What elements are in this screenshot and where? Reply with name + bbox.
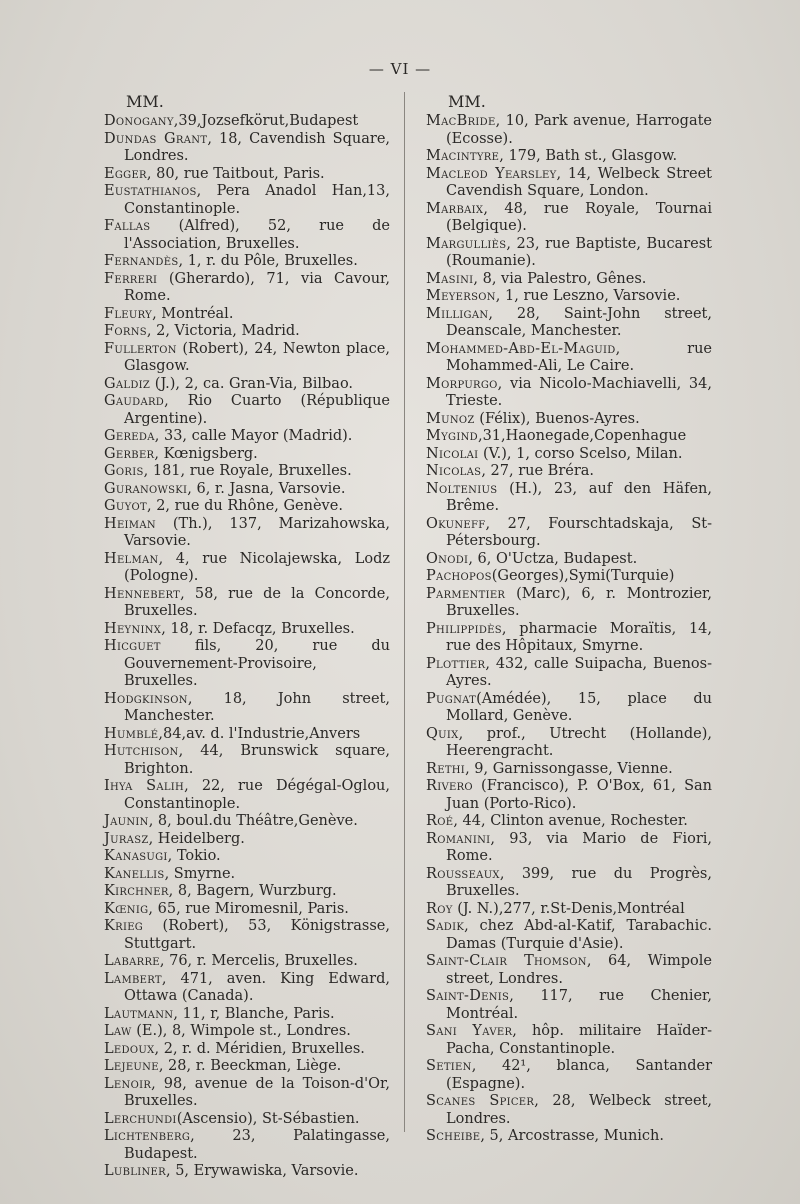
member-address: , 18, r. Defacqz, Bruxelles. [161, 620, 355, 637]
member-address: (J.), 2, ca. Gran-Via, Bilbao. [150, 375, 354, 392]
member-name: Ferreri [104, 270, 158, 287]
member-address: , 23, rue Baptiste, Bucarest (Roumanie). [446, 235, 712, 269]
member-entry [104, 551, 390, 586]
member-address: (Gherardo), 71, via Cavour, Rome. [124, 270, 390, 304]
member-address: (Robert), 24, Newton place, Glasgow. [124, 340, 390, 374]
member-name: Gereda [104, 428, 155, 444]
member-address: , Rio Cuarto (République Argentine). [124, 393, 390, 427]
member-address: , 1, rue Leszno, Varsovie. [495, 288, 681, 304]
member-entry [104, 1111, 390, 1129]
member-name: Setien [426, 1058, 472, 1074]
column-divider [404, 92, 405, 1132]
member-name: Noltenius [426, 480, 498, 497]
member-name: Egger [104, 165, 147, 182]
member-name: Hicguet [104, 638, 161, 654]
member-address: (E.), 8, Wimpole st., Londres. [131, 1023, 351, 1039]
member-name: Gaudard [104, 393, 165, 409]
member-name: Lubliner [104, 1163, 166, 1179]
member-name: MacBride [426, 113, 496, 129]
member-address: , 28, Welbeck street, Londres. [446, 1093, 712, 1127]
member-name: Macintyre [426, 148, 500, 164]
member-entry [104, 831, 390, 849]
member-entry [104, 341, 390, 376]
member-name: Hutchison [104, 743, 179, 759]
member-name: Donogany [104, 113, 174, 129]
member-address: , 8, boul.du Théâtre,Genève. [148, 813, 358, 829]
member-name: Munoz [426, 410, 475, 427]
member-name: Masini [426, 270, 474, 287]
member-entry [104, 131, 390, 166]
member-entry [104, 428, 390, 446]
member-entry [104, 1023, 390, 1041]
member-entry [426, 271, 712, 289]
member-name: Lejeune [104, 1058, 159, 1074]
member-entry [426, 866, 712, 901]
member-address: , 22, rue Dégégal-Oglou, Constantinople. [124, 778, 390, 812]
member-name: Lenoir [104, 1075, 152, 1092]
member-name: Rethi [426, 760, 466, 777]
member-name: Kœnig [104, 900, 149, 917]
member-address: (V.), 1, corso Scelso, Milan. [478, 445, 683, 462]
member-address: , via Nicolo-Machiavelli, 34, Trieste. [446, 375, 712, 409]
member-entry [426, 428, 712, 446]
member-entry [104, 866, 390, 884]
member-entry [426, 148, 712, 166]
member-name: Goris [104, 463, 144, 479]
member-entry [426, 568, 712, 586]
member-address: , Tokio. [167, 848, 221, 864]
member-entry [104, 1128, 390, 1163]
member-address: , 2, Victoria, Madrid. [146, 323, 300, 339]
member-name: Ihya Salih [104, 778, 185, 794]
member-name: Saint-Denis [426, 988, 510, 1004]
member-entry [104, 813, 390, 831]
member-address: , 8, via Palestro, Gênes. [473, 270, 647, 287]
member-name: Pachopos [426, 568, 492, 584]
member-address: (Amédée), 15, place du Mollard, Genève. [446, 690, 712, 724]
member-entry [426, 463, 712, 481]
member-name: Okuneff [426, 515, 486, 532]
member-address: ,31,Haonegade,Copenhague [477, 428, 687, 444]
member-entry [104, 306, 390, 324]
member-address: , 27, rue Bréra. [481, 463, 595, 479]
member-name: Marbaix [426, 200, 484, 217]
member-entry [104, 848, 390, 866]
member-name: Nicolai [426, 445, 479, 462]
member-name: Parmentier [426, 585, 506, 602]
member-address: , 8, Bagern, Wurzburg. [168, 883, 337, 899]
member-entry [104, 376, 390, 394]
member-address: , 27, Fourschtadskaja, St-Pétersbourg. [446, 515, 712, 549]
member-name: Helman [104, 550, 159, 567]
member-name: Forns [104, 323, 147, 339]
member-name: Plottier [426, 655, 486, 672]
member-entry [104, 1163, 390, 1181]
member-address: , 33, calle Mayor (Madrid). [154, 428, 353, 444]
member-name: Mohammed-Abd-El-Maguid [426, 340, 616, 357]
member-entry [104, 1076, 390, 1111]
member-address: (Alfred), 52, rue de l'Association, Bruxelles. [124, 218, 390, 252]
member-name: Mygind [426, 428, 478, 444]
member-entry [426, 1128, 712, 1146]
member-address: ,84,av. d. l'Industrie,Anvers [158, 725, 361, 742]
member-entry [104, 481, 390, 499]
member-address: , 5, Arcostrasse, Munich. [480, 1128, 664, 1144]
member-name: Heiman [104, 515, 156, 532]
member-name: Kirchner [104, 883, 169, 899]
member-name: Morpurgo [426, 375, 498, 392]
member-name: Pugnat [426, 690, 477, 707]
member-name: Scheibe [426, 1128, 481, 1144]
member-entry [104, 253, 390, 271]
member-address: (Marc), 6, r. Montrozier, Bruxelles. [446, 585, 712, 619]
member-name: Jurasz [104, 830, 149, 847]
member-name: Galdiz [104, 375, 151, 392]
member-entry [104, 446, 390, 464]
member-address: , pharmacie Moraïtis, 14, rue des Hôpitaux, Smyrne. [446, 620, 712, 654]
member-entry [426, 761, 712, 779]
member-entry [104, 1006, 390, 1024]
member-name: Ledoux [104, 1040, 155, 1057]
member-address: , 399, rue du Progrès, Bruxelles. [446, 865, 712, 899]
member-address: , 2, rue du Rhône, Genève. [146, 498, 343, 514]
member-entry [104, 918, 390, 953]
member-address: , 48, rue Royale, Tournai (Belgique). [446, 200, 712, 234]
member-entry [426, 1058, 712, 1093]
member-entry [426, 691, 712, 726]
member-address: , 6, r. Jasna, Varsovie. [187, 480, 346, 497]
member-entry [104, 218, 390, 253]
member-entry [104, 953, 390, 971]
member-entry [426, 516, 712, 551]
member-name: Humblé [104, 725, 159, 742]
member-name: Dundas Grant [104, 130, 208, 147]
member-entry [426, 411, 712, 429]
member-entry [104, 1041, 390, 1059]
member-name: Gerber [104, 445, 155, 462]
member-entry [426, 918, 712, 953]
member-address: , 28, r. Beeckman, Liège. [158, 1058, 342, 1074]
member-address: , 10, Park avenue, Harrogate (Ecosse). [446, 113, 712, 147]
member-address: , 14, Welbeck Street Cavendish Square, London. [446, 165, 712, 199]
member-entry [426, 586, 712, 621]
member-entry [104, 498, 390, 516]
member-name: Quix [426, 725, 459, 742]
member-name: Heyninx [104, 620, 162, 637]
member-name: Sani Yaver [426, 1023, 513, 1039]
member-name: Guranowski [104, 480, 188, 497]
member-entry [426, 201, 712, 236]
member-name: Lerchundi [104, 1110, 177, 1127]
member-entry [104, 901, 390, 919]
member-name: Rousseaux [426, 865, 500, 882]
member-name: Sadik [426, 918, 465, 934]
member-address: , 432, calle Suipacha, Buenos-Ayres. [446, 655, 712, 689]
member-name: Philippidès [426, 620, 502, 637]
member-entry [104, 166, 390, 184]
member-name: Onodi [426, 550, 469, 567]
member-entry [104, 323, 390, 341]
member-entry [104, 586, 390, 621]
member-entry [426, 481, 712, 516]
member-address: , 42¹, blanca, Santander (Espagne). [446, 1058, 712, 1092]
member-entry [104, 271, 390, 306]
member-address: , Pera Anadol Han,13, Constantinople. [124, 183, 390, 217]
member-entry [426, 446, 712, 464]
member-name: Kanasugi [104, 848, 168, 864]
member-entry [426, 813, 712, 831]
member-address: , 179, Bath st., Glasgow. [499, 148, 678, 164]
member-address: ,39,Jozsefkörut,Budapest [173, 113, 359, 129]
member-name: Milligan [426, 305, 489, 322]
member-address: , 58, rue de la Concorde, Bruxelles. [124, 585, 390, 619]
member-entry [426, 778, 712, 813]
member-entry [104, 778, 390, 813]
member-name: Margulliès [426, 235, 507, 252]
right-column [426, 92, 712, 1146]
member-address: , 64, Wimpole street, Londres. [446, 953, 712, 987]
member-address: , 28, Saint-John street, Deanscale, Manchester. [446, 305, 712, 339]
member-name: Jaunin [104, 813, 149, 829]
member-name: Kanellis [104, 865, 165, 882]
member-entry [104, 638, 390, 691]
member-name: Scanes Spicer [426, 1093, 535, 1109]
member-entry [104, 621, 390, 639]
member-entry [426, 656, 712, 691]
member-entry [426, 1093, 712, 1128]
page-number: — VI — [368, 60, 432, 78]
member-entry [104, 883, 390, 901]
member-address: , 4, rue Nicolajewska, Lodz (Pologne). [124, 550, 390, 584]
member-entry [104, 393, 390, 428]
member-address: , 23, Palatingasse, Budapest. [124, 1128, 390, 1162]
member-address: , 80, rue Taitbout, Paris. [146, 165, 325, 182]
member-name: Macleod Yearsley [426, 165, 557, 182]
member-entry [426, 113, 712, 148]
member-name: Krieg [104, 918, 144, 934]
member-address: , hôp. militaire Haïder-Pacha, Constantinople. [446, 1023, 712, 1057]
member-address: , 5, Erywawiska, Varsovie. [165, 1163, 359, 1179]
member-entry [426, 621, 712, 656]
member-address: , 181, rue Royale, Bruxelles. [143, 463, 352, 479]
member-address: , rue Mohammed-Ali, Le Caire. [446, 340, 712, 374]
member-address: , 2, r. d. Méridien, Bruxelles. [154, 1040, 365, 1057]
member-name: Lambert [104, 970, 162, 987]
member-entry [426, 901, 712, 919]
member-address: , prof., Utrecht (Hollande), Heerengracht. [446, 725, 712, 759]
member-name: Romanini [426, 830, 491, 847]
member-name: Fullerton [104, 340, 177, 357]
member-address: , 117, rue Chenier, Montréal. [446, 988, 712, 1022]
member-entry [426, 551, 712, 569]
member-address: , 65, rue Miromesnil, Paris. [148, 900, 349, 917]
member-entry [104, 743, 390, 778]
member-address: , 98, avenue de la Toison-d'Or, Bruxelles. [124, 1075, 390, 1109]
member-address: (Félix), Buenos-Ayres. [474, 410, 640, 427]
member-address: (Robert), 53, Königstrasse, Stuttgart. [124, 918, 390, 952]
member-address: , Montréal. [152, 305, 234, 322]
member-entry [426, 376, 712, 411]
member-name: Lichtenberg [104, 1128, 191, 1144]
member-name: Meyerson [426, 288, 496, 304]
member-name: Nicolas [426, 463, 482, 479]
member-address: , 44, Brunswick square, Brighton. [124, 743, 390, 777]
right-column-heading: MM. [448, 92, 486, 111]
left-column [104, 92, 390, 1181]
member-name: Roy [426, 900, 453, 917]
member-entry [104, 691, 390, 726]
member-entry [104, 113, 390, 131]
member-address: , 76, r. Mercelis, Bruxelles. [159, 953, 358, 969]
member-name: Fallas [104, 218, 151, 234]
member-address: , 18, Cavendish Square, Londres. [124, 130, 391, 164]
member-name: Law [104, 1023, 132, 1039]
member-name: Hodgkinson [104, 690, 188, 707]
member-entry [104, 463, 390, 481]
member-entry [426, 341, 712, 376]
member-address: , 18, John street, Manchester. [124, 690, 390, 724]
member-address: , Heidelberg. [148, 830, 245, 847]
member-address: fils, 20, rue du Gouvernement-Provisoire, Bruxelles. [124, 638, 390, 689]
member-entry [104, 1058, 390, 1076]
member-entry [104, 971, 390, 1006]
member-address: , 93, via Mario de Fiori, Rome. [446, 830, 712, 864]
member-entry [426, 236, 712, 271]
member-name: Rivero [426, 778, 473, 794]
member-entry [426, 953, 712, 988]
member-name: Hennebert [104, 585, 181, 602]
member-entry [426, 306, 712, 341]
left-column-heading: MM. [126, 92, 164, 111]
member-address: , chez Abd-al-Katif, Tarabachic. Damas (Turquie d'Asie). [446, 918, 712, 952]
right-member-list [426, 113, 712, 1146]
member-address: , Smyrne. [164, 865, 236, 882]
member-name: Fernandès [104, 253, 179, 269]
member-address: , 471, aven. King Edward, Ottawa (Canada). [124, 970, 390, 1004]
member-address: (H.), 23, auf den Häfen, Brême. [446, 480, 712, 514]
member-name: Eustathianos [104, 183, 197, 199]
member-address: , 44, Clinton avenue, Rochester. [453, 813, 688, 829]
member-name: Roé [426, 813, 454, 829]
member-address: , 11, r, Blanche, Paris. [173, 1005, 335, 1022]
member-name: Guyot [104, 498, 147, 514]
member-entry [426, 831, 712, 866]
member-address: (J. N.),277, r.St-Denis,Montréal [452, 900, 685, 917]
member-entry [426, 988, 712, 1023]
member-address: (Georges),Symi(Turquie) [491, 568, 675, 584]
member-address: , 1, r. du Pôle, Bruxelles. [178, 253, 358, 269]
left-member-list [104, 113, 390, 1181]
member-entry [104, 183, 390, 218]
member-entry [104, 726, 390, 744]
member-entry [426, 288, 712, 306]
member-entry [426, 166, 712, 201]
member-address: , 9, Garnissongasse, Vienne. [465, 760, 673, 777]
member-address: , 6, O'Uctza, Budapest. [468, 550, 638, 567]
member-entry [426, 726, 712, 761]
member-address: (Francisco), P. O'Box, 61, San Juan (Porto-Rico). [446, 778, 712, 812]
member-address: , Kœnigsberg. [154, 445, 258, 462]
member-name: Saint-Clair Thomson [426, 953, 587, 969]
member-address: (Ascensio), St-Sébastien. [176, 1110, 360, 1127]
member-name: Lautmann [104, 1005, 174, 1022]
member-address: (Th.), 137, Marizahowska, Varsovie. [124, 515, 390, 549]
member-name: Fleury [104, 305, 153, 322]
member-entry [426, 1023, 712, 1058]
member-name: Labarre [104, 953, 160, 969]
member-entry [104, 516, 390, 551]
